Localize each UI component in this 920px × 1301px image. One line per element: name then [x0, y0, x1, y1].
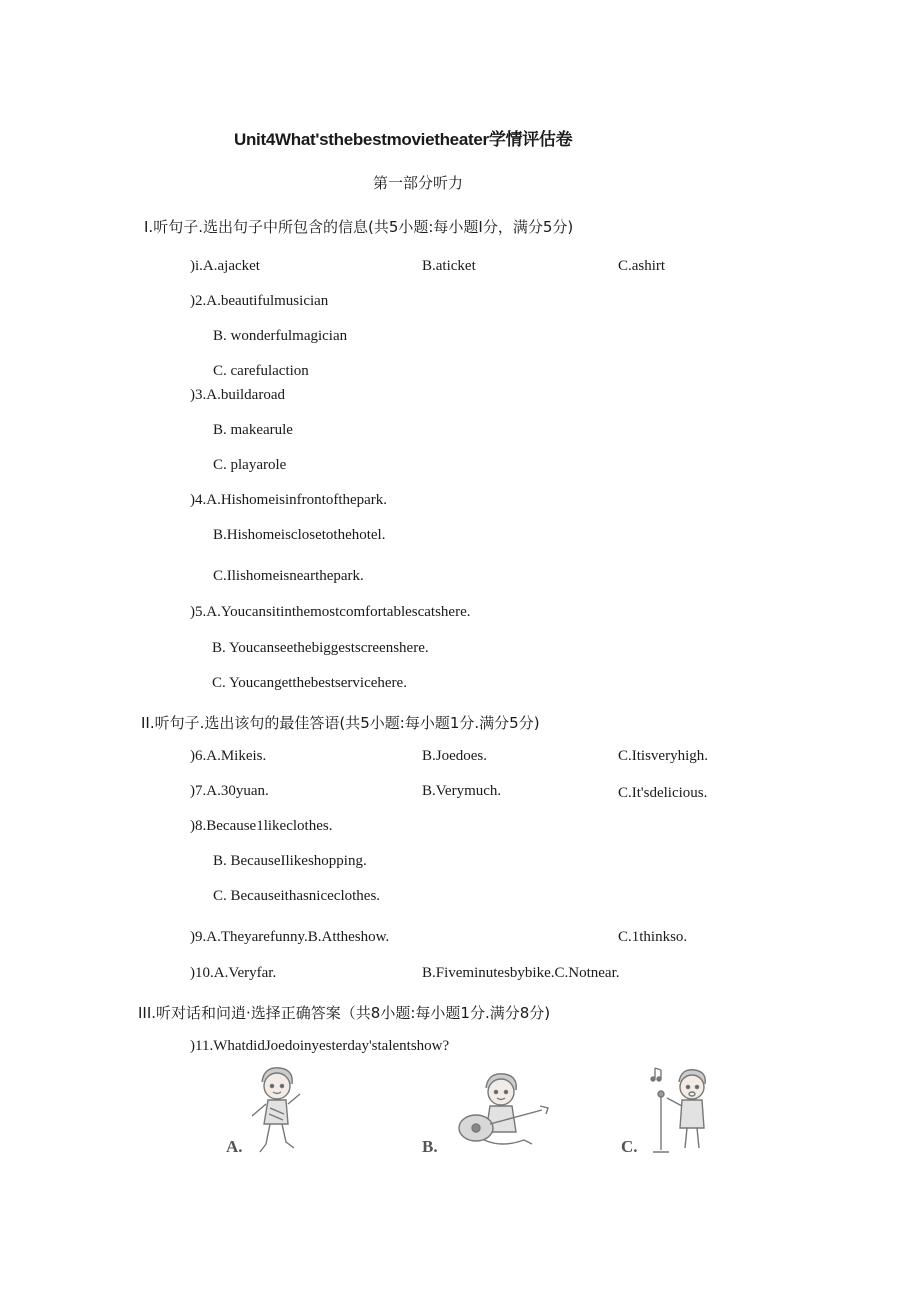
guitar-boy-icon	[454, 1070, 554, 1155]
q6-option-c: C.Itisveryhigh.	[618, 748, 708, 764]
picture-option-c	[615, 1064, 715, 1159]
q10-option-a: )10.A.Veryfar.	[190, 965, 277, 981]
picture-option-b	[418, 1070, 553, 1159]
q2-option-b: B. wonderfulmagician	[213, 328, 348, 344]
q9-option-c: C.1thinkso.	[618, 929, 688, 945]
q10-options-bc: B.Fiveminutesbybike.C.Notnear.	[422, 965, 620, 981]
q2-option-c: C. carefulaction	[213, 363, 309, 379]
section-2-heading: II.听句子.选出该句的最佳答语(共5小题:每小题1分.满分5分)	[141, 714, 540, 732]
q8-option-c: C. Becauseithasniceclothes.	[213, 888, 381, 904]
q1-option-c: C.ashirt	[618, 258, 666, 274]
singing-boy-icon	[647, 1064, 717, 1159]
q11-question: )11.WhatdidJoedoinyesterday'stalentshow?	[190, 1038, 450, 1054]
q4-option-a: )4.A.Hishomeisinfrontofthepark.	[190, 492, 388, 508]
q7-option-b: B.Verymuch.	[422, 783, 502, 799]
q3-option-b: B. makearule	[213, 422, 293, 438]
q3-option-c: C. playarole	[213, 457, 287, 473]
part-heading: 第一部分听力	[373, 174, 464, 192]
q5-option-b: B. Youcanseethebiggestscreenshere.	[212, 640, 429, 656]
q3-option-a: )3.A.buildaroad	[190, 387, 285, 403]
option-a-label: A.	[226, 1137, 243, 1156]
q6-option-a: )6.A.Mikeis.	[190, 748, 267, 764]
option-c-label: C.	[621, 1137, 638, 1156]
q9-options-ab: )9.A.Theyarefunny.B.Attheshow.	[190, 929, 390, 945]
q4-option-b: B.Hishomeisclosetothehotel.	[213, 527, 386, 543]
q8-option-a: )8.Because1likeclothes.	[190, 818, 333, 834]
q5-option-c: C. Youcangetthebestservicehere.	[212, 675, 407, 691]
q1-option-a: )i.A.ajacket	[190, 258, 260, 274]
q4-option-c: C.Ilishomeisnearthepark.	[213, 568, 364, 584]
q5-option-a: )5.A.Youcansitinthemostcomfortablescatshere.	[190, 604, 471, 620]
q1-option-b: B.aticket	[422, 258, 476, 274]
section-3-heading: III.听对话和问逍·选择正确答案（共8小题:每小题1分.满分8分)	[138, 1004, 551, 1022]
q7-option-c: C.It'sdelicious.	[618, 785, 708, 801]
q8-option-b: B. BecauseIlikeshopping.	[213, 853, 367, 869]
dancing-boy-icon	[242, 1064, 312, 1159]
q2-option-a: )2.A.beautifulmusician	[190, 293, 329, 309]
picture-option-a	[220, 1064, 310, 1159]
section-1-heading: I.听句子.选出句子中所包含的信息(共5小题:每小题I分，满分5分)	[144, 218, 574, 236]
page-title: Unit4What'sthebestmovietheater学情评估卷	[234, 130, 573, 149]
q6-option-b: B.Joedoes.	[422, 748, 487, 764]
option-b-label: B.	[422, 1137, 438, 1156]
q7-option-a: )7.A.30yuan.	[190, 783, 269, 799]
